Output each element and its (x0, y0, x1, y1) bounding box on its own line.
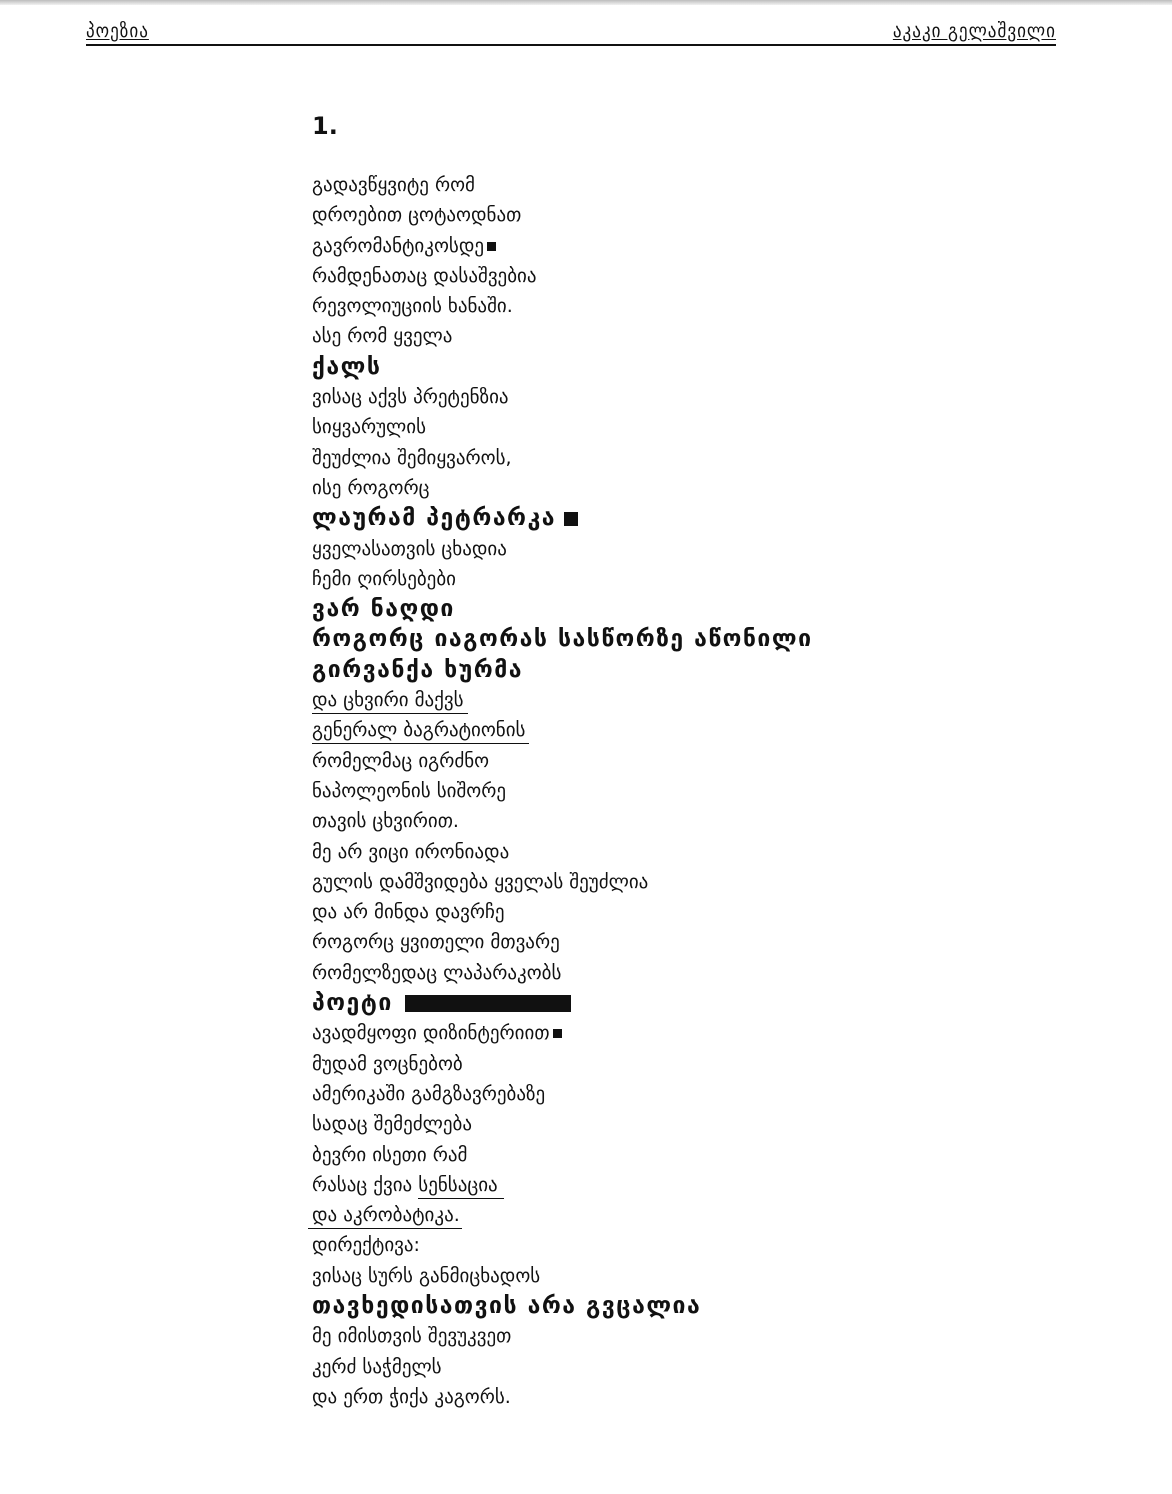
poem-line-underlined: და აკრობატიკა. (312, 1200, 1012, 1230)
poem-line: ბევრი ისეთი რამ (312, 1143, 468, 1166)
poem-number: 1. (312, 112, 338, 140)
poem-line: სიყვარულის (312, 416, 427, 439)
poem-line: როგორც ყვითელი მთვარე (312, 931, 560, 954)
poem-line-bold: გირვანქა ხურმა (312, 656, 524, 683)
poem-line: ამერიკაში გამგზავრებაზე (312, 1082, 546, 1105)
poem-line: რასაც ქვია სენსაცია (312, 1170, 1012, 1200)
running-header (86, 18, 1056, 46)
poem-line-bold: ლაურამ პეტრარკა (312, 503, 1012, 533)
poem-line: ვისაც აქვს პრეტენზია (312, 386, 509, 409)
poem-line: ისე როგორც (312, 476, 430, 499)
poem-line: გავრომანტიკოსდე (312, 231, 1012, 261)
poem-line: ასე რომ ყველა (312, 325, 453, 348)
poem-line: კერძ საჭმელს (312, 1355, 442, 1378)
redaction-mark (487, 242, 496, 251)
poem-line-bold: როგორც იაგორას სასწორზე აწონილი (312, 626, 813, 653)
poem-line-underlined: და ცხვირი მაქვს (312, 685, 1012, 715)
poem-line: სადაც შემეძლება (312, 1113, 472, 1136)
poem-line-underlined: გენერალ ბაგრატიონის (312, 715, 1012, 745)
header-author: აკაკი გელაშვილი (892, 20, 1056, 42)
poem-line: ავადმყოფი დიზინტერიით (312, 1018, 1012, 1048)
poem-line: მუდამ ვოცნებობ (312, 1052, 463, 1075)
top-shadow (0, 0, 1172, 5)
poem-line-bold: ვარ ნაღდი (312, 596, 455, 623)
poem-line: რამდენათაც დასაშვებია (312, 264, 537, 287)
redaction-bar (405, 995, 571, 1012)
poem-line: რევოლიუციის ხანაში. (312, 295, 513, 318)
poem-line: და არ მინდა დავრჩე (312, 901, 505, 924)
poem-line: შეუძლია შემიყვაროს, (312, 446, 512, 469)
poem-line: ყველასათვის ცხადია (312, 537, 507, 560)
poem-line: ჩემი ღირსებები (312, 567, 456, 590)
header-section-title: პოეზია (86, 20, 149, 42)
poem-line: გულის დამშვიდება ყველას შეუძლია (312, 870, 649, 893)
poem-line: მე იმისთვის შევუკვეთ (312, 1325, 512, 1348)
poem-line-bold: პოეტი (312, 988, 1012, 1018)
poem-line: რომელმაც იგრძნო (312, 749, 490, 772)
poem-line: დროებით ცოტაოდნათ (312, 204, 522, 227)
poem-line: თავის ცხვირით. (312, 810, 459, 833)
poem (312, 108, 1012, 1412)
poem-line: დირექტივა: (312, 1234, 420, 1257)
poem-line-bold: თავხედისათვის არა გვცალია (312, 1292, 702, 1319)
poem-line: ვისაც სურს განმიცხადოს (312, 1264, 541, 1287)
poem-line: რომელზედაც ლაპარაკობს (312, 961, 562, 984)
poem-line: მე არ ვიცი ირონიადა (312, 840, 510, 863)
poem-line: და ერთ ჭიქა კაგორს. (312, 1385, 511, 1408)
poem-line-bold: ქალს (312, 353, 382, 380)
redaction-mark (553, 1029, 562, 1038)
redaction-mark (564, 512, 578, 526)
underlined-word: სენსაცია (418, 1172, 503, 1199)
poem-line: გადავწყვიტე რომ (312, 174, 475, 196)
poem-line: ნაპოლეონის სიშორე (312, 779, 506, 802)
